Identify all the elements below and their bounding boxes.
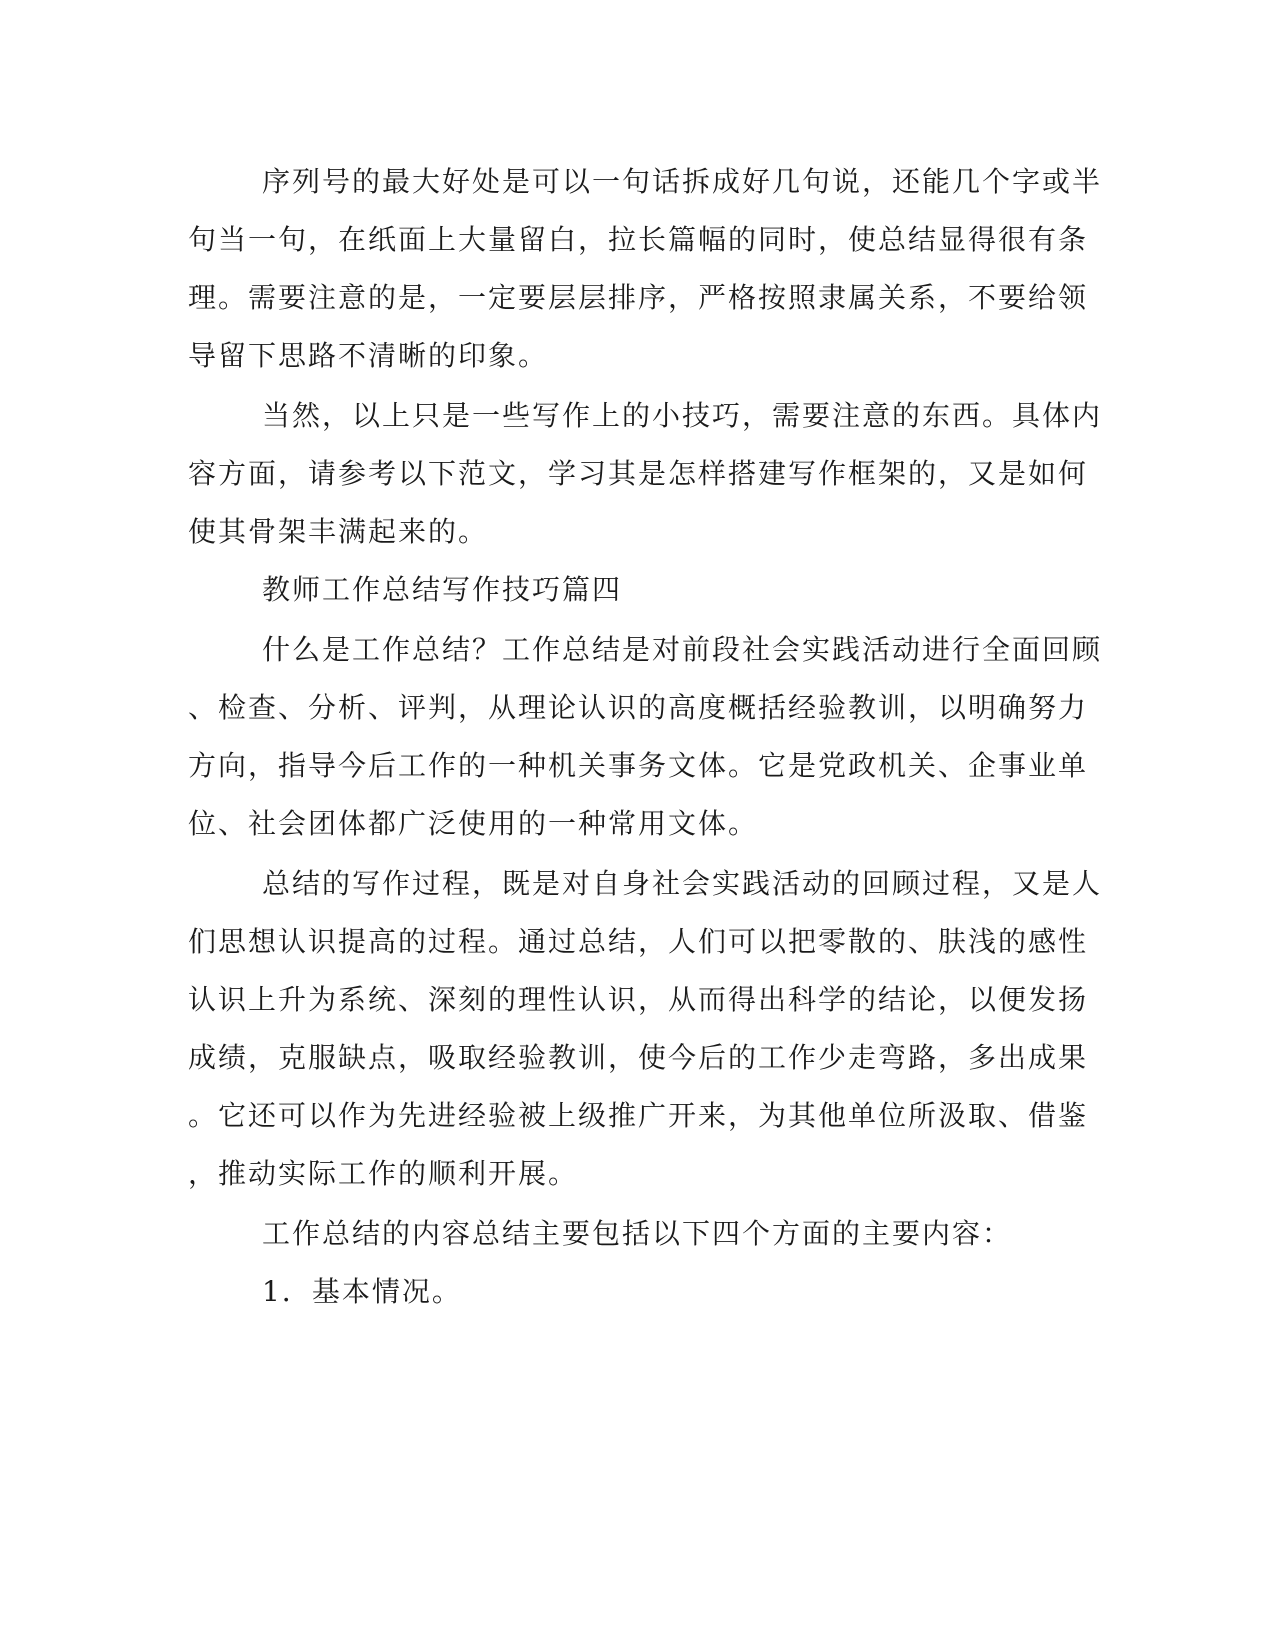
paragraph-line: 什么是工作总结？工作总结是对前段社会实践活动进行全面回顾 (262, 633, 1103, 666)
paragraph-line: 总结的写作过程，既是对自身社会实践活动的回顾过程，又是人 (262, 867, 1103, 900)
paragraph-line: 理。需要注意的是，一定要层层排序，严格按照隶属关系，不要给领 (188, 281, 1089, 314)
paragraph-line: 使其骨架丰满起来的。 (188, 515, 489, 548)
paragraph-line: 当然，以上只是一些写作上的小技巧，需要注意的东西。具体内 (262, 399, 1103, 432)
paragraph-line: 方向，指导今后工作的一种机关事务文体。它是党政机关、企事业单 (188, 749, 1089, 782)
paragraph-line: 工作总结的内容总结主要包括以下四个方面的主要内容： (262, 1217, 1013, 1250)
paragraph-line: 容方面，请参考以下范文，学习其是怎样搭建写作框架的，又是如何 (188, 457, 1089, 490)
list-item: 1．基本情况。 (262, 1275, 462, 1308)
paragraph-line: 句当一句，在纸面上大量留白，拉长篇幅的同时，使总结显得很有条 (188, 223, 1089, 256)
paragraph-line: 。它还可以作为先进经验被上级推广开来，为其他单位所汲取、借鉴 (188, 1099, 1089, 1132)
paragraph-line: 导留下思路不清晰的印象。 (188, 339, 549, 372)
paragraph-line: ，推动实际工作的顺利开展。 (188, 1157, 579, 1190)
section-heading: 教师工作总结写作技巧篇四 (262, 573, 623, 606)
paragraph-line: 们思想认识提高的过程。通过总结，人们可以把零散的、肤浅的感性 (188, 925, 1089, 958)
paragraph-line: 认识上升为系统、深刻的理性认识，从而得出科学的结论，以便发扬 (188, 983, 1089, 1016)
paragraph-line: 、检查、分析、评判，从理论认识的高度概括经验教训，以明确努力 (188, 691, 1089, 724)
paragraph-line: 位、社会团体都广泛使用的一种常用文体。 (188, 807, 759, 840)
paragraph-line: 成绩，克服缺点，吸取经验教训，使今后的工作少走弯路，多出成果 (188, 1041, 1089, 1074)
paragraph-line: 序列号的最大好处是可以一句话拆成好几句说，还能几个字或半 (262, 165, 1103, 198)
